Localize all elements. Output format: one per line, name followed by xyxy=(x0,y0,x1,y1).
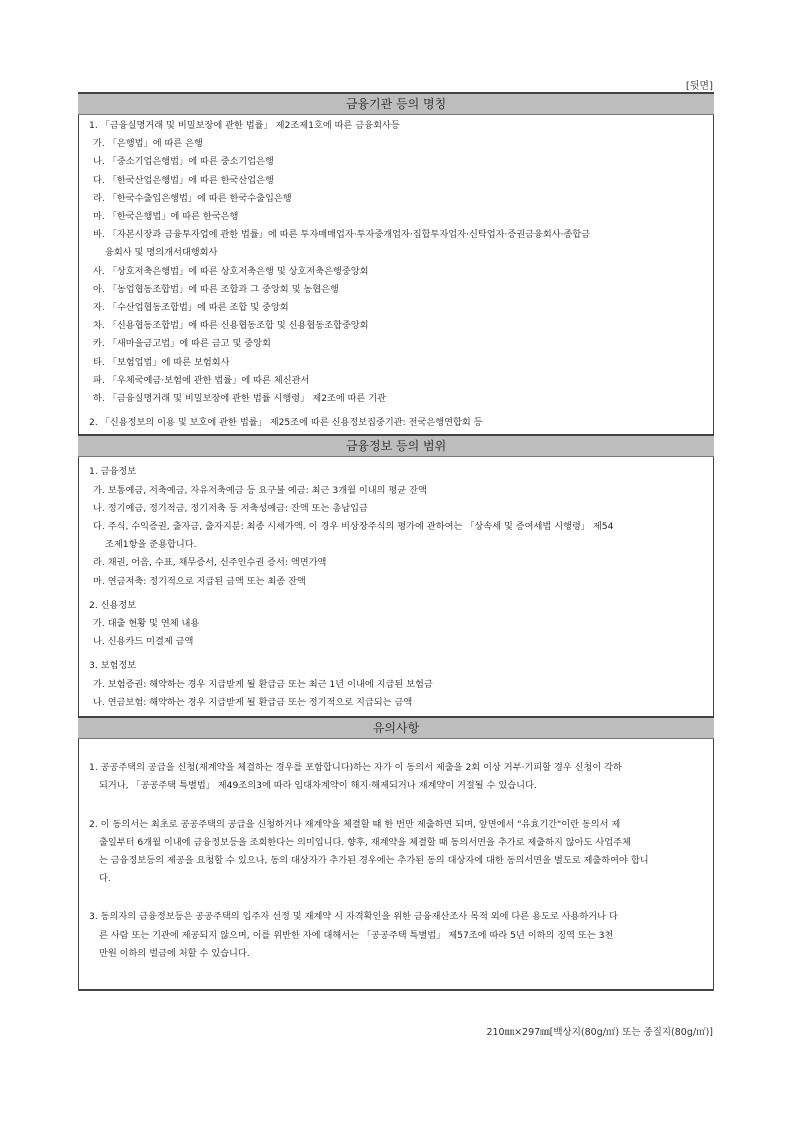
note-2-line: 2. 이 동의서는 최초로 공공주택의 공급을 신청하거나 재계약을 체결할 때 한 번만 제출하면 되며, 앞면에서 "유효기간"이란 동의서 제 xyxy=(89,818,621,830)
note-1-line: 1. 공공주택의 공급을 신청(재계약을 체결하는 경우를 포함합니다)하는 자가 이 동의서 제출을 2회 이상 거부·기피할 경우 신청이 각하 xyxy=(89,762,622,774)
group-title-financial: 1. 금융정보 xyxy=(89,466,137,478)
note-3-line: 른 사람 또는 기관에 제공되지 않으며, 이를 위반한 자에 대해서는 「공공주택 특별법」 제57조에 따라 5년 이하의 징역 또는 3천 xyxy=(99,929,614,941)
institutions-box xyxy=(78,115,714,434)
financial-info-item: 나. 정기예금, 정기적금, 정기저축 등 저축성예금: 잔액 또는 총납입금 xyxy=(93,502,368,514)
institution-sub: 나. 「중소기업은행법」에 따른 중소기업은행 xyxy=(93,156,274,168)
insurance-info-item: 가. 보험증권: 해약하는 경우 지급받게 될 환급금 또는 최근 1년 이내에 지급된 보험금 xyxy=(93,678,433,690)
institution-item-2: 2. 「신용정보의 이용 및 보호에 관한 법률」 제25조에 따른 신용정보집중기관: 전국은행연합회 등 xyxy=(89,417,483,429)
note-3-line: 3. 동의자의 금융정보등은 공공주택의 입주자 선정 및 재계약 시 자격확인을 위한 금융재산조사 목적 외에 다른 용도로 사용하거나 다 xyxy=(89,911,618,923)
note-3-line: 만원 이하의 벌금에 처할 수 있습니다. xyxy=(99,947,250,959)
insurance-info-item: 나. 연금보험: 해약하는 경우 지급받게 될 환급금 또는 정기적으로 지급되는 금액 xyxy=(93,696,413,708)
institution-sub: 바. 「자본시장과 금융투자업에 관한 법률」에 따른 투자매매업자·투자중개업자·집합투자업자·신탁업자·증권금융회사·종합금 xyxy=(93,229,591,241)
notes-box xyxy=(78,739,714,989)
institution-sub: 가. 「은행법」에 따른 은행 xyxy=(93,138,203,150)
financial-info-box xyxy=(78,457,714,716)
institution-sub: 마. 「한국은행법」에 따른 한국은행 xyxy=(93,211,239,223)
institution-sub: 라. 「한국수출입은행법」에 따른 한국수출입은행 xyxy=(93,192,292,204)
institution-sub: 자. 「수산업협동조합법」에 따른 조합 및 중앙회 xyxy=(93,302,289,314)
note-2-line: 는 금융정보등의 제공을 요청할 수 있으나, 동의 대상자가 추가된 경우에는 추가된 동의 대상자에 대한 동의서면을 별도로 제출하여야 합니 xyxy=(99,854,649,866)
institution-sub: 타. 「보험업법」에 따른 보험회사 xyxy=(93,356,230,368)
institution-sub: 하. 「금융실명거래 및 비밀보장에 관한 법률 시행령」 제2조에 따른 기관 xyxy=(93,393,387,405)
institution-sub: 파. 「우체국예금·보험에 관한 법률」에 따른 체신관서 xyxy=(93,374,310,386)
section-header-notes: 유의사항 xyxy=(78,716,714,739)
paper-spec-footer: 210㎜×297㎜[백상지(80g/㎡) 또는 중질지(80g/㎡)] xyxy=(486,1027,713,1038)
note-2-line: 다. xyxy=(99,873,111,885)
financial-info-item: 다. 주식, 수익증권, 출자금, 출자지분: 최종 시세가액. 이 경우 비상장주식의 평가에 관하여는 「상속세 및 증여세법 시행령」 제54 xyxy=(93,521,614,533)
institution-sub: 다. 「한국산업은행법」에 따른 한국산업은행 xyxy=(93,174,274,186)
institution-sub: 카. 「새마을금고법」에 따른 금고 및 중앙회 xyxy=(93,338,271,350)
financial-info-item: 마. 연금저축: 정기적으로 지급된 금액 또는 최종 잔액 xyxy=(93,575,306,587)
institution-sub: 사. 「상호저축은행법」에 따른 상호저축은행 및 상호저축은행중앙회 xyxy=(93,265,369,277)
group-title-insurance: 3. 보험정보 xyxy=(89,660,137,672)
financial-info-item: 가. 보통예금, 저축예금, 자유저축예금 등 요구불 예금: 최근 3개월 이내의 평균 잔액 xyxy=(93,484,427,496)
note-1-line: 되거나, 「공공주택 특별법」 제49조의3에 따라 임대차계약이 해지·해제되거나 재계약이 거절될 수 있습니다. xyxy=(99,780,537,792)
section-header-financial-info-scope: 금융정보 등의 범위 xyxy=(78,434,714,457)
institution-sub: 아. 「농업협동조합법」에 따른 조합과 그 중앙회 및 농협은행 xyxy=(93,283,339,295)
institution-sub-continued: 융회사 및 명의개서대행회사 xyxy=(105,247,218,259)
consent-form-back xyxy=(78,92,714,991)
section-header-institutions: 금융기관 등의 명칭 xyxy=(78,92,714,115)
group-title-credit: 2. 신용정보 xyxy=(89,599,137,611)
institution-sub: 차. 「신용협동조합법」에 따른 신용협동조합 및 신용협동조합중앙회 xyxy=(93,320,369,332)
note-2-line: 출일부터 6개월 이내에 금융정보등을 조회한다는 의미입니다. 향후, 재계약을 체결할 때 동의서면을 추가로 제출하지 않아도 사업주체 xyxy=(99,836,631,848)
page-side-label: [뒷면] xyxy=(685,81,713,92)
financial-info-item-continued: 조제1항을 준용합니다. xyxy=(105,539,197,551)
form-bottom-rule xyxy=(78,989,714,991)
credit-info-item: 나. 신용카드 미결제 금액 xyxy=(93,636,194,648)
financial-info-item: 라. 채권, 어음, 수표, 채무증서, 신주인수권 증서: 액면가액 xyxy=(93,557,327,569)
credit-info-item: 가. 대출 현황 및 연체 내용 xyxy=(93,618,200,630)
institution-item-1: 1. 「금융실명거래 및 비밀보장에 관한 법률」 제2조제1호에 따른 금융회사등 xyxy=(89,120,400,131)
